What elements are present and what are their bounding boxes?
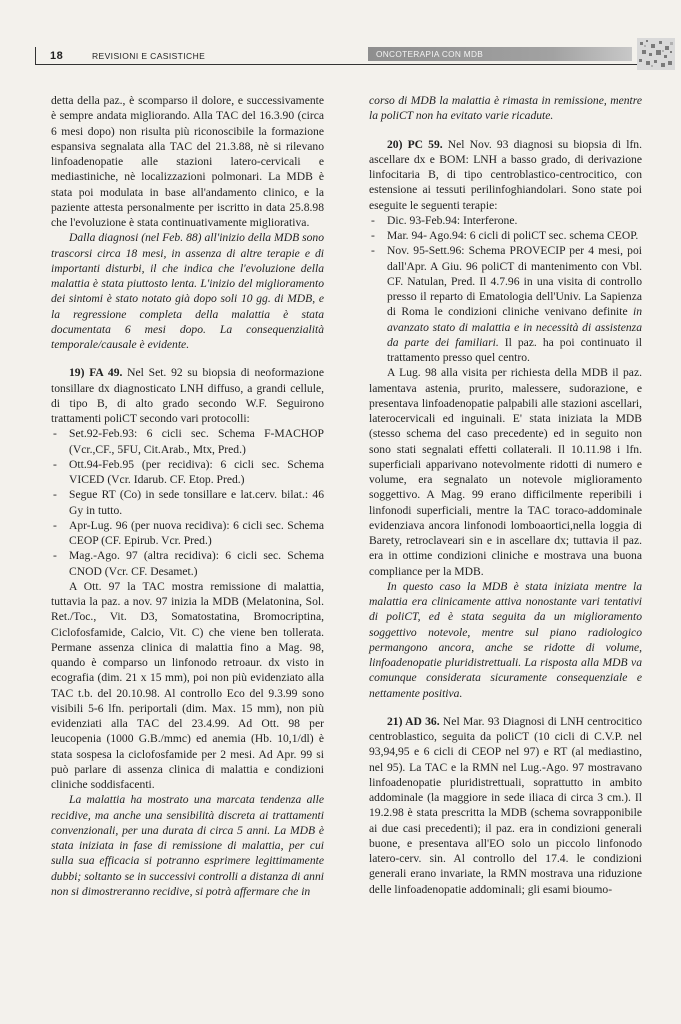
paragraph: A Ott. 97 la TAC mostra remissione di malattia, tuttavia la paz. a nov. 97 inizia la MDB (Melatonina, Sol. Ret./Toc., Vit. D3, Somatostatina, Bromocriptina, Ciclofosfamide, Calcio, Vit. C) che viene ben tollerata. Permane assenza clinica di malattia fino a Mag. 98, quando è comparso un linfonodo retroaur. dx visto in ecografia (dim. 21 x 15 mm), poi non più evidenziato alla TAC t.b. del 20.10.98. Al controllo Eco del 9.3.99 sono visibili 5-6 lfn. periportali (dim. Max. 15 mm), non più evidenziati alla TAC del 23.4.99. Ad Ott. 98 per leucopenia (1000 G.B./mmc) ed anemia (Hb. 10,1/dl) è stata sospesa la ciclofosfamide per 2 mesi. Ad Apr. 99 si può parlare di assenza clinica di malattia e condizioni cliniche soddisfacenti. (51, 579, 324, 791)
list-item (369, 243, 642, 365)
paragraph: A Lug. 98 alla visita per richiesta della MDB il paz. lamentava astenia, prurito, malessere, sudorazione, e presentava linfoadenopatie palpabili alle stazioni ascellari, laterocervicali ed inguinali. E' stata iniziata la MDB (stesso schema del caso precedente) ed in seguito non sono stati segnalati effetti collaterali. Il 10.11.98 i lfn. superficiali apparivano notevolmente ridotti di numero e volume, era segnalato un notevole miglioramento soggettivo. A Mag. 99 erano difficilmente reperibili i linfonodi superficiali, mentre la TAC toraco-addominale evidenziava ancora linfonodi lomboaortici,nella loggia di Barety, retroclaveari sin e in ascellare dx; tuttavia il paz. era in ottime condizioni cliniche e mostrava una buona compliance per la MDB. (369, 366, 642, 578)
list-item: - Mar. 94- Ago.94: 6 cicli di poliCT sec. schema CEOP. (369, 228, 642, 243)
list-item-tail: Il paz. ha poi continuato il trattamento presso quel centro. (387, 335, 642, 364)
header-rule (35, 64, 645, 65)
left-column (51, 93, 324, 899)
page-header (0, 0, 681, 80)
case-text: Nel Mar. 93 Diagnosi di LNH centrocitico centroblastico, seguita da poliCT (10 cicli di C.V.P. nel 93,94,95 e 6 cicli di CEOP nel 97) e RT (al mediastino, nel 95). La TAC e la RMN nel Lug.-Ago. 97 mostravano linfoadenopatie pluridistrettuali, soprattutto in ambito addominale (la maggiore in sede iliaca di circa 3 cm.). Il 19.2.98 è stata prescritta la MDB (schema sovrapponibile ai due casi precedenti); il paz. era in condizioni generali buone, e presentava all'EO solo un piccolo linfonodo latero-cerv. sin. Al controllo del 17.4. le condizioni generali erano invariate, la RMN mostrava una riduzione delle linfoadenopatie addominali; gli esami bioumo- (369, 714, 642, 896)
header-divider-vertical (35, 47, 36, 65)
section-title: REVISIONI E CASISTICHE (92, 51, 206, 61)
therapy-list (369, 213, 642, 366)
commentary-paragraph: In questo caso la MDB è stata iniziata mentre la malattia era clinicamente attiva nonostante vari tentativi di poliCT, ed è stata seguita da un miglioramento soggettivo notevole, mentre sul piano radiologico permangono ancora, anche se ridotte di volume, linfoadenopatie pluridistrettuali. La risposta alla MDB va comunque considerata sicuramente consequenziale e nettamente positiva. (369, 579, 642, 700)
case-paragraph (369, 714, 642, 897)
list-item: - Segue RT (Co) in sede tonsillare e lat.cerv. bilat.: 46 Gy in tutto. (51, 487, 324, 518)
commentary-paragraph: La malattia ha mostrato una marcata tendenza alle recidive, ma anche una sensibilità discreta ai trattamenti convenzionali, per una durata di circa 5 anni. La MDB è stata iniziata in fase di remissione di malattia, per cui sulla sua efficacia si potranno esprimere legittimamente dubbi; soltanto se in successivi controlli a distanza di anni non si dimostreranno recidive, si potrà affermare che in (51, 793, 324, 898)
list-item: - Mag.-Ago. 97 (altra recidiva): 6 cicli sec. Schema CNOD (Vcr. CF. Desamet.) (51, 548, 324, 579)
list-item: - Dic. 93-Feb.94: Interferone. (369, 213, 642, 228)
page-number: 18 (50, 50, 64, 62)
right-column (369, 93, 642, 897)
list-item: - Set.92-Feb.93: 6 cicli sec. Schema F-MACHOP (Vcr.,CF., 5FU, Cit.Arab., Mtx, Pred.) (51, 426, 324, 457)
case-id: 21) AD 36. (387, 714, 440, 728)
paragraph: detta della paz., è scomparso il dolore, e successivamente è sempre andata migliorando. Alla TAC del 16.3.90 (circa 6 mesi dopo) non risulta più riconoscibile la formazione espansiva segnalata alla TAC del 21.3.88, nè si rilevano linfoadenopatie alle stazioni latero-cervicali e mediastiniche, nè localizzazioni polmonari. La MDB è stata poi modulata in base all'andamento clinico, e la paziente attesta personalmente per iscritto in data 25.8.98 che l'evoluzione è stata continuativamente migliorativa. (51, 94, 324, 229)
case-paragraph (369, 137, 642, 213)
list-item: - Ott.94-Feb.95 (per recidiva): 6 cicli sec. Schema VICED (Vcr. Idarub. CF. Etop. Pred.) (51, 457, 324, 488)
therapy-list (51, 426, 324, 579)
commentary-paragraph: corso di MDB la malattia è rimasta in remissione, mentre la poliCT non ha evitato varie ricadute. (369, 94, 642, 123)
list-item-quote: in avanzato stato di malattia e in necessità di assistenza da parte dei familiari. (387, 305, 642, 349)
journal-logo-icon (637, 38, 675, 70)
commentary-paragraph: Dalla diagnosi (nel Feb. 88) all'inizio della MDB sono trascorsi circa 18 mesi, in assenza di altre terapie e di importanti disturbi, il che indica che l'evoluzione della malattia è stata piuttosto lenta. L'inizio del miglioramento dei sintomi è stato notato già dopo soli 10 gg. di MDB, e la regressione completa della malattia è stata documentata 6 mesi dopo. La consequenzialità temporale/causale è evidente. (51, 231, 324, 351)
case-id: 19) FA 49. (69, 366, 123, 380)
case-text: Nel Nov. 93 diagnosi su biopsia di lfn. ascellare dx e BOM: LNH a basso grado, di derivazione linfocitaria B, di tipo centroblastico-centrocitico, con estensione ai tessuti perilinfoghiandolari. Sono state poi eseguite le seguenti terapie: (369, 137, 642, 212)
list-item: - Apr-Lug. 96 (per nuova recidiva): 6 cicli sec. Schema CEOP (CF. Epirub. Vcr. Pred.) (51, 518, 324, 549)
case-text: Nel Set. 92 su biopsia di neoformazione tonsillare dx diagnosticato LNH diffuso, a grandi cellule, di tipo B, di alto grado secondo W.F. Seguirono trattamenti poliCT secondo vari protocolli: (51, 366, 324, 425)
case-paragraph (51, 365, 324, 426)
list-item-text: Nov. 95-Sett.96: Schema PROVECIP per 4 mesi, poi dall'Apr. A Giu. 96 poliCT di mantenimento con Vbl. CF. Natulan, Pred. Il 4.7.96 in una visita di controllo presso il reparto di Ematologia dell'Univ. La Sapienza di Roma le condizioni cliniche venivano definite (387, 244, 642, 319)
case-id: 20) PC 59. (387, 137, 443, 151)
journal-banner: ONCOTERAPIA CON MDB (368, 47, 632, 61)
